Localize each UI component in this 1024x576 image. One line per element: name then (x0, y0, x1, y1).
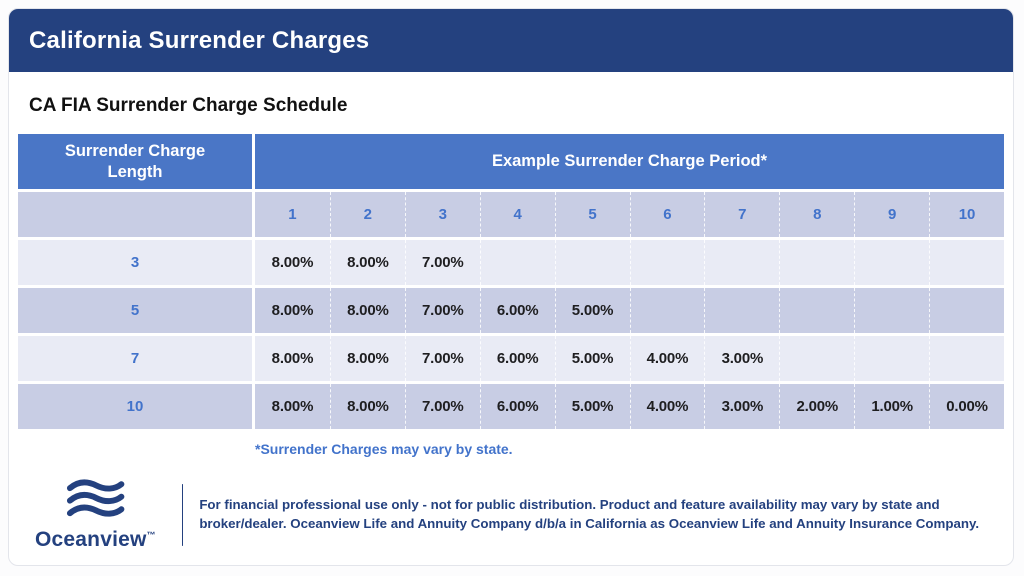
footer-divider (182, 484, 184, 546)
charge-cell (854, 288, 929, 333)
charge-cell: 8.00% (330, 288, 405, 333)
charge-cell: 7.00% (405, 336, 480, 381)
charge-cell: 8.00% (255, 240, 330, 285)
page-header-bar (9, 9, 1013, 72)
charge-cell (929, 336, 1004, 381)
period-column-header: 2 (330, 192, 405, 237)
period-column-header: 3 (405, 192, 480, 237)
charge-cell (630, 288, 705, 333)
table-row (18, 288, 1004, 333)
charge-cell: 8.00% (330, 240, 405, 285)
charge-cell: 2.00% (779, 384, 854, 429)
row-label: 3 (18, 240, 252, 285)
row-label: 5 (18, 288, 252, 333)
state-variation-footnote: *Surrender Charges may vary by state. (255, 441, 513, 457)
charge-cell: 6.00% (480, 336, 555, 381)
charge-cell (929, 240, 1004, 285)
charge-cell (630, 240, 705, 285)
charge-cell (779, 240, 854, 285)
schedule-title: CA FIA Surrender Charge Schedule (29, 95, 348, 116)
charge-cell: 6.00% (480, 384, 555, 429)
charge-cell (779, 336, 854, 381)
charge-cell: 1.00% (854, 384, 929, 429)
charge-cell: 8.00% (255, 288, 330, 333)
period-column-header: 6 (630, 192, 705, 237)
charge-cell: 6.00% (480, 288, 555, 333)
oceanview-logo (35, 478, 156, 552)
period-column-header: 1 (255, 192, 330, 237)
charge-cell (854, 240, 929, 285)
charge-cell (704, 240, 779, 285)
charge-cell: 5.00% (555, 384, 630, 429)
row-cells (255, 288, 1004, 333)
charge-cell: 8.00% (330, 336, 405, 381)
charge-cell (480, 240, 555, 285)
period-header-cell (255, 134, 1004, 189)
table-row (18, 336, 1004, 381)
footer (9, 478, 1013, 552)
empty-corner-cell (18, 192, 252, 237)
period-column-header: 5 (555, 192, 630, 237)
row-cells (255, 240, 1004, 285)
charge-cell: 3.00% (704, 336, 779, 381)
charge-cell: 7.00% (405, 384, 480, 429)
period-column-header: 10 (929, 192, 1004, 237)
charge-cell: 8.00% (255, 336, 330, 381)
charge-cell (555, 240, 630, 285)
charge-cell: 0.00% (929, 384, 1004, 429)
charge-cell: 4.00% (630, 336, 705, 381)
period-column-header: 4 (480, 192, 555, 237)
table-body (18, 240, 1004, 429)
table-header-row (18, 134, 1004, 189)
charge-cell: 3.00% (704, 384, 779, 429)
table-row (18, 384, 1004, 429)
charge-cell (854, 336, 929, 381)
charge-cell: 7.00% (405, 288, 480, 333)
charge-cell (779, 288, 854, 333)
period-columns-row (18, 192, 1004, 237)
page-title: California Surrender Charges (29, 26, 370, 54)
charge-cell: 8.00% (330, 384, 405, 429)
charge-cell (929, 288, 1004, 333)
oceanview-wordmark: Oceanview™ (35, 528, 156, 551)
corner-header-cell (18, 134, 252, 189)
period-column-header: 9 (854, 192, 929, 237)
period-column-header: 7 (704, 192, 779, 237)
charge-cell: 5.00% (555, 288, 630, 333)
corner-header-label: Surrender Charge Length (64, 141, 206, 181)
charge-cell: 7.00% (405, 240, 480, 285)
charge-cell: 4.00% (630, 384, 705, 429)
compliance-disclaimer: For financial professional use only - not for public distribution. Product and feature availability may vary by state and broker/dealer. Oceanview Life and Annuity Company d/b/a in California as Oceanview Life and Annuity Insurance Company. (199, 497, 980, 531)
charge-cell (704, 288, 779, 333)
row-label: 10 (18, 384, 252, 429)
period-column-headers (255, 192, 1004, 237)
period-column-header: 8 (779, 192, 854, 237)
surrender-charge-table (18, 134, 1004, 429)
row-cells (255, 336, 1004, 381)
table-row (18, 240, 1004, 285)
row-label: 7 (18, 336, 252, 381)
period-header-label: Example Surrender Charge Period* (491, 152, 768, 171)
trademark-symbol: ™ (146, 530, 156, 540)
row-cells (255, 384, 1004, 429)
charge-cell: 5.00% (555, 336, 630, 381)
surrender-charges-card (8, 8, 1014, 566)
oceanview-waves-icon (62, 478, 128, 526)
charge-cell: 8.00% (255, 384, 330, 429)
